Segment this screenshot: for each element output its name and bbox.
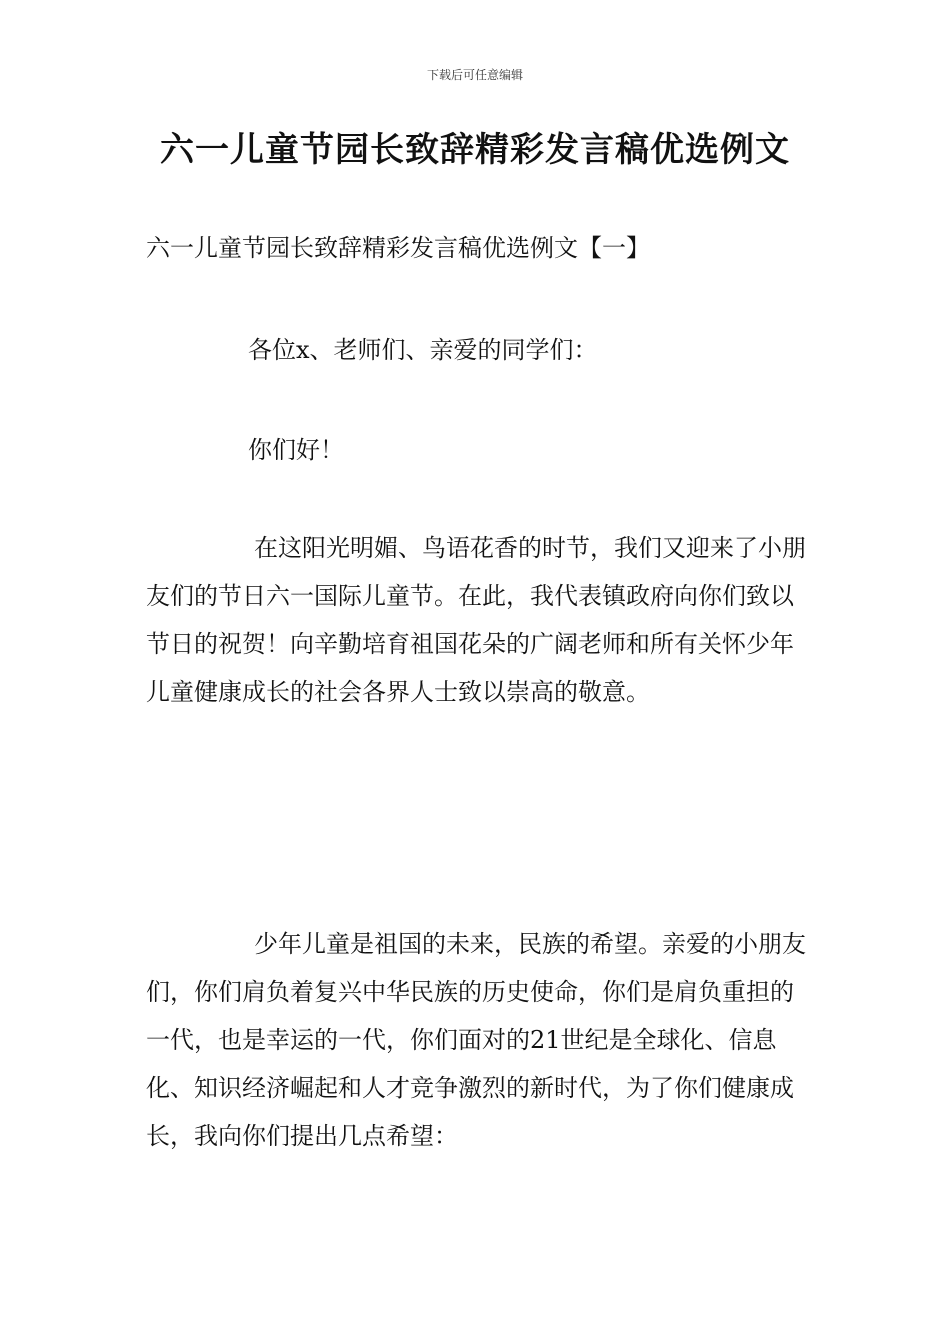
document-title: 六一儿童节园长致辞精彩发言稿优选例文 xyxy=(160,130,790,170)
greeting-line: 各位x、老师们、亲爱的同学们： xyxy=(248,336,598,364)
paragraph-2: 少年儿童是祖国的未来，民族的希望。亲爱的小朋友们，你们肩负着复兴中华民族的历史使命，你们是肩负重担的一代，也是幸运的一代，你们面对的21世纪是全球化、信息化、知识经济崛起和人才竞争激烈的新时代，为了你们健康成长，我向你们提出几点希望： xyxy=(146,930,806,1150)
paragraph-1: 在这阳光明媚、鸟语花香的时节，我们又迎来了小朋友们的节日六一国际儿童节。在此，我代表镇政府向你们致以节日的祝贺！向辛勤培育祖国花朵的广阔老师和所有关怀少年儿童健康成长的社会各界人士致以崇高的敬意。 xyxy=(146,534,806,706)
hello-line: 你们好！ xyxy=(248,436,344,464)
section-heading: 六一儿童节园长致辞精彩发言稿优选例文【一】 xyxy=(146,234,650,262)
header-note: 下载后可任意编辑 xyxy=(426,68,523,82)
